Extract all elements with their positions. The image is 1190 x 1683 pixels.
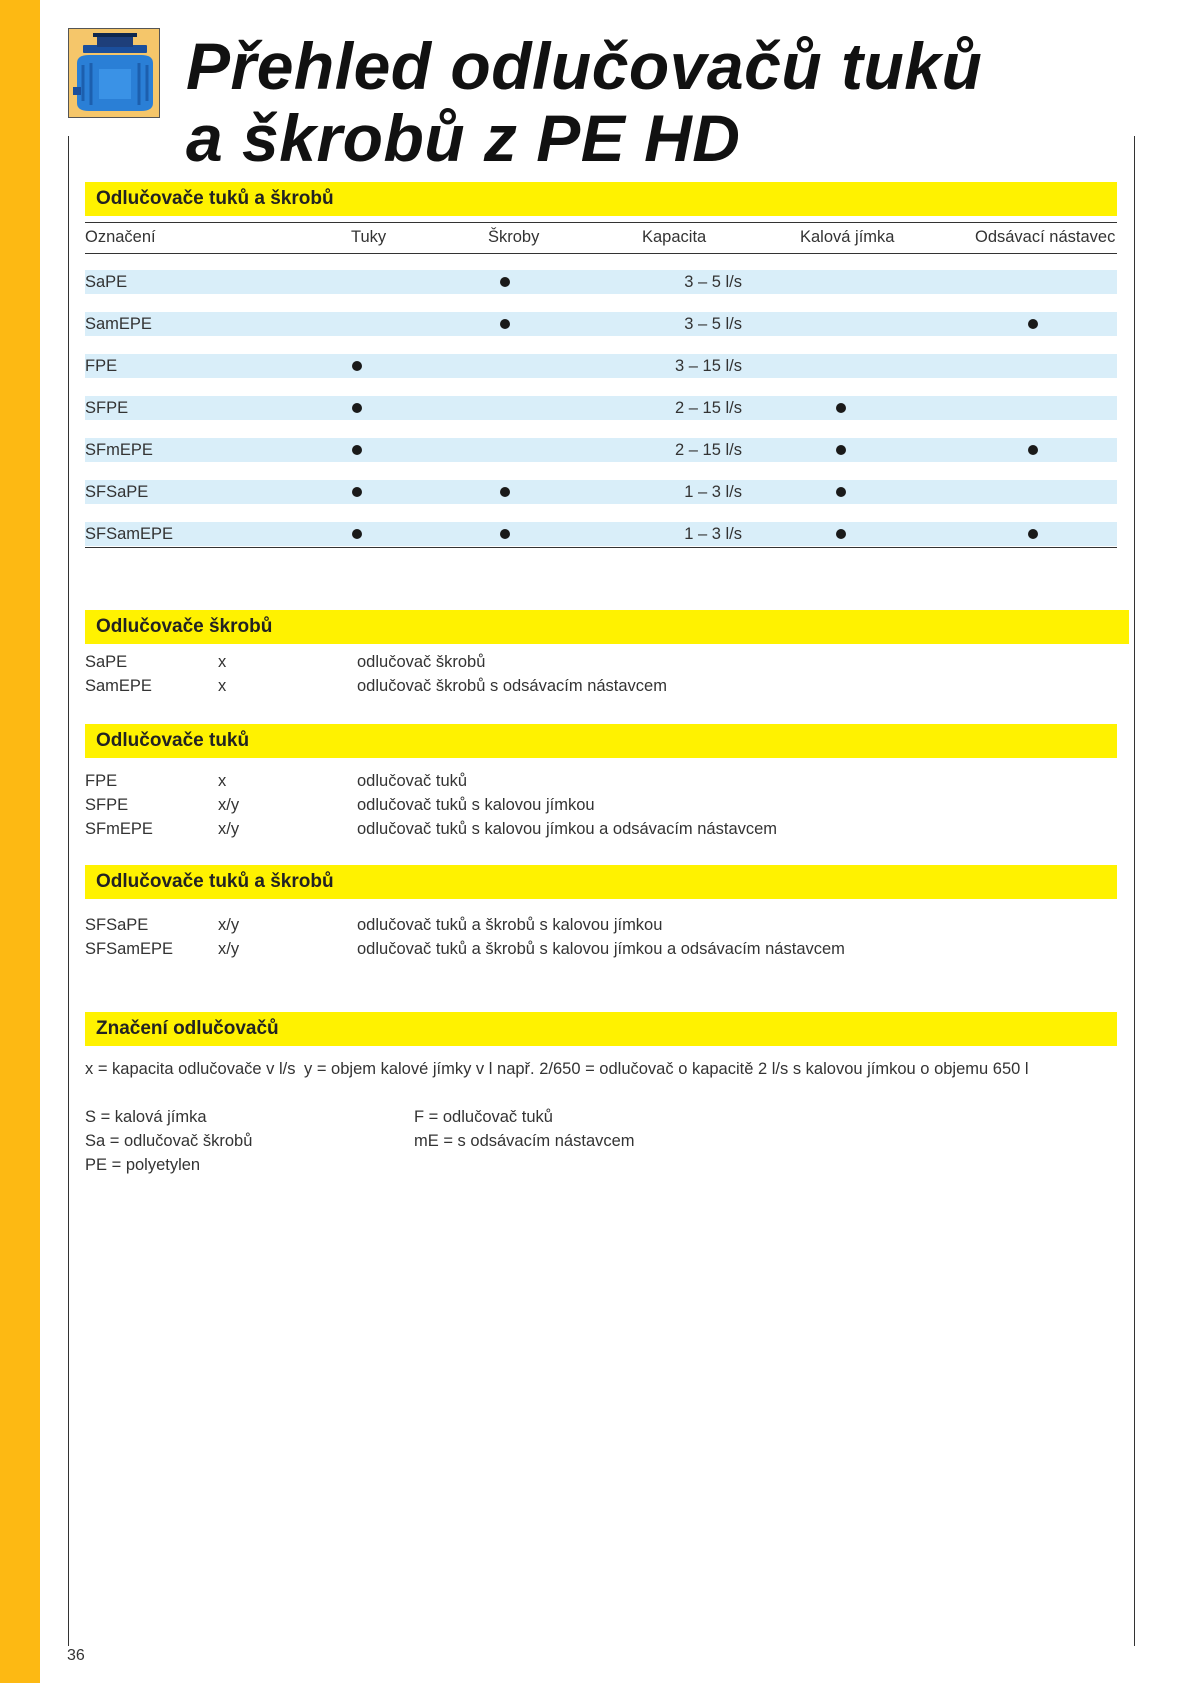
col-header-oznaceni: Označení	[85, 228, 156, 246]
right-page-rule	[1134, 136, 1135, 1646]
fat-desc-2: odlučovač tuků s kalovou jímkou	[357, 796, 595, 814]
col-header-skroby: Škroby	[488, 228, 540, 246]
separator-tank-image	[68, 28, 160, 118]
title-line-2: a škrobů z PE HD	[186, 101, 741, 175]
starch-param-1: x	[218, 653, 227, 671]
left-page-rule	[68, 136, 69, 1646]
col-header-kalova-jimka: Kalová jímka	[800, 228, 895, 246]
fat-param-3: x/y	[218, 820, 240, 838]
fat-heading: Odlučovače tuků	[85, 724, 1117, 758]
legend-pe: PE = polyetylen	[85, 1156, 201, 1174]
marking-x-definition: x = kapacita odlučovače v l/s	[85, 1060, 296, 1078]
dot-odsavaci	[1028, 445, 1038, 455]
legend-f: F = odlučovač tuků	[414, 1108, 553, 1126]
page-title	[186, 30, 982, 174]
row-name: SFPE	[85, 399, 129, 417]
page-number: 36	[67, 1647, 85, 1664]
dot-tuky	[352, 445, 362, 455]
fat-starch-desc-2: odlučovač tuků a škrobů s kalovou jímkou a odsávacím nástavcem	[357, 940, 845, 958]
table-bottom-rule	[85, 547, 1117, 548]
row-name: FPE	[85, 357, 118, 375]
row-kapacita: 3 – 5 l/s	[684, 273, 742, 291]
fat-starch-code-2: SFSamEPE	[85, 940, 174, 958]
dot-kalova	[836, 445, 846, 455]
dot-odsavaci	[1028, 529, 1038, 539]
fat-param-2: x/y	[218, 796, 240, 814]
table-row	[85, 354, 1117, 378]
overview-heading: Odlučovače tuků a škrobů	[85, 182, 1117, 216]
fat-desc-3: odlučovač tuků s kalovou jímkou a odsávacím nástavcem	[357, 820, 778, 838]
row-kapacita: 1 – 3 l/s	[684, 483, 742, 501]
row-name: SaPE	[85, 273, 128, 291]
table-row	[85, 522, 1117, 546]
col-header-kapacita: Kapacita	[642, 228, 707, 246]
table-row	[85, 270, 1117, 294]
fat-param-1: x	[218, 772, 227, 790]
dot-skroby	[500, 487, 510, 497]
dot-tuky	[352, 361, 362, 371]
marking-y-definition: y = objem kalové jímky v l např. 2/650 = odlučovač o kapacitě 2 l/s s kalovou jímkou o objemu 650 l	[304, 1060, 1029, 1078]
table-row	[85, 480, 1117, 504]
dot-skroby	[500, 529, 510, 539]
dot-kalova	[836, 487, 846, 497]
starch-desc-1: odlučovač škrobů	[357, 653, 486, 671]
row-kapacita: 2 – 15 l/s	[675, 399, 742, 417]
dot-tuky	[352, 529, 362, 539]
col-header-tuky: Tuky	[351, 228, 387, 246]
fat-desc-1: odlučovač tuků	[357, 772, 468, 790]
fat-code-1: FPE	[85, 772, 118, 790]
title-line-1: Přehled odlučovačů tuků	[186, 29, 983, 103]
dot-skroby	[500, 277, 510, 287]
legend-s: S = kalová jímka	[85, 1108, 207, 1126]
left-color-band	[0, 0, 40, 1683]
fat-starch-code-1: SFSaPE	[85, 916, 149, 934]
dot-tuky	[352, 487, 362, 497]
dot-odsavaci	[1028, 319, 1038, 329]
dot-kalova	[836, 403, 846, 413]
marking-heading: Značení odlučovačů	[85, 1012, 1117, 1046]
row-kapacita: 3 – 15 l/s	[675, 357, 742, 375]
fat-code-2: SFPE	[85, 796, 129, 814]
row-kapacita: 1 – 3 l/s	[684, 525, 742, 543]
starch-heading: Odlučovače škrobů	[85, 610, 1129, 644]
starch-param-2: x	[218, 677, 227, 695]
col-header-odsavaci-nastavec: Odsávací nástavec	[975, 228, 1116, 246]
row-name: SamEPE	[85, 315, 152, 333]
fat-starch-heading: Odlučovače tuků a škrobů	[85, 865, 1117, 899]
dot-tuky	[352, 403, 362, 413]
fat-starch-param-2: x/y	[218, 940, 240, 958]
table-row	[85, 438, 1117, 462]
row-kapacita: 3 – 5 l/s	[684, 315, 742, 333]
starch-code-2: SamEPE	[85, 677, 152, 695]
table-row	[85, 312, 1117, 336]
row-kapacita: 2 – 15 l/s	[675, 441, 742, 459]
dot-skroby	[500, 319, 510, 329]
starch-desc-2: odlučovač škrobů s odsávacím nástavcem	[357, 677, 667, 695]
legend-me: mE = s odsávacím nástavcem	[414, 1132, 635, 1150]
fat-code-3: SFmEPE	[85, 820, 153, 838]
table-row	[85, 396, 1117, 420]
fat-starch-desc-1: odlučovač tuků a škrobů s kalovou jímkou	[357, 916, 663, 934]
row-name: SFSamEPE	[85, 525, 174, 543]
row-name: SFmEPE	[85, 441, 153, 459]
dot-kalova	[836, 529, 846, 539]
starch-code-1: SaPE	[85, 653, 128, 671]
fat-starch-param-1: x/y	[218, 916, 240, 934]
table-header-rule	[85, 253, 1117, 254]
table-top-rule	[85, 222, 1117, 223]
row-name: SFSaPE	[85, 483, 149, 501]
legend-sa: Sa = odlučovač škrobů	[85, 1132, 253, 1150]
